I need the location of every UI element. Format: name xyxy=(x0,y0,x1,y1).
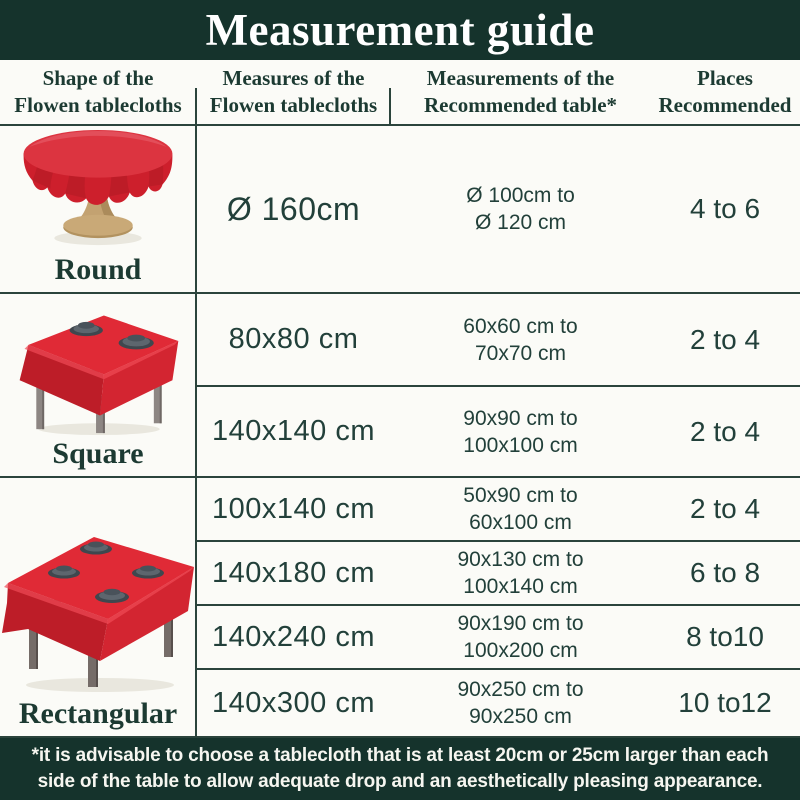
title-banner xyxy=(0,0,800,60)
tablecloth-size-cell: 140x300 cm xyxy=(196,670,391,738)
places-cell: 2 to 4 xyxy=(650,478,800,542)
shape-label: Square xyxy=(52,437,144,470)
footnote-banner xyxy=(0,738,800,800)
shape-cell-rectangular xyxy=(0,478,196,738)
footnote-line-1: *it is advisable to choose a tablecloth that is at least 20cm or 25cm larger than each xyxy=(31,745,769,766)
tablecloth-size-cell: Ø 160cm xyxy=(196,126,391,294)
col-header-measures: Measures of the Flowen tablecloths xyxy=(196,60,391,126)
table-shadow xyxy=(26,678,174,692)
col-header-recommended-table: Measurements of the Recommended table* xyxy=(391,60,650,126)
tablecloth-size-cell: 80x80 cm xyxy=(196,294,391,387)
places-cell: 2 to 4 xyxy=(650,387,800,478)
places-cell: 6 to 8 xyxy=(650,542,800,606)
places-cell: 8 to10 xyxy=(650,606,800,670)
table-size-cell: 90x190 cm to 100x200 cm xyxy=(391,606,650,670)
table-size-cell: Ø 100cm to Ø 120 cm xyxy=(391,126,650,294)
square-table-illustration xyxy=(4,294,192,437)
tablecloth-size-cell: 100x140 cm xyxy=(196,478,391,542)
table-size-cell: 50x90 cm to 60x100 cm xyxy=(391,478,650,542)
table-size-cell: 90x90 cm to 100x100 cm xyxy=(391,387,650,478)
table-size-cell: 60x60 cm to 70x70 cm xyxy=(391,294,650,387)
page-title: Measurement guide xyxy=(205,4,595,55)
tablecloth-size-cell: 140x240 cm xyxy=(196,606,391,670)
shape-label: Round xyxy=(54,253,142,286)
shape-label: Rectangular xyxy=(18,697,178,730)
table-size-cell: 90x130 cm to 100x140 cm xyxy=(391,542,650,606)
tablecloth-size-cell: 140x180 cm xyxy=(196,542,391,606)
rectangular-table-illustration xyxy=(0,509,196,697)
round-table-illustration xyxy=(12,126,184,253)
col-header-shape: Shape of the Flowen tablecloths xyxy=(0,60,196,126)
round-tablecloth xyxy=(24,130,173,205)
size-table xyxy=(0,60,800,738)
shape-cell-round xyxy=(0,126,196,294)
col-header-places: Places Recommended xyxy=(650,60,800,126)
shape-cell-square xyxy=(0,294,196,478)
places-cell: 2 to 4 xyxy=(650,294,800,387)
table-size-cell: 90x250 cm to 90x250 cm xyxy=(391,670,650,738)
tablecloth-size-cell: 140x140 cm xyxy=(196,387,391,478)
footnote-line-2: side of the table to allow adequate drop and an aesthetically pleasing appearance. xyxy=(37,771,763,792)
places-cell: 10 to12 xyxy=(650,670,800,738)
places-cell: 4 to 6 xyxy=(650,126,800,294)
